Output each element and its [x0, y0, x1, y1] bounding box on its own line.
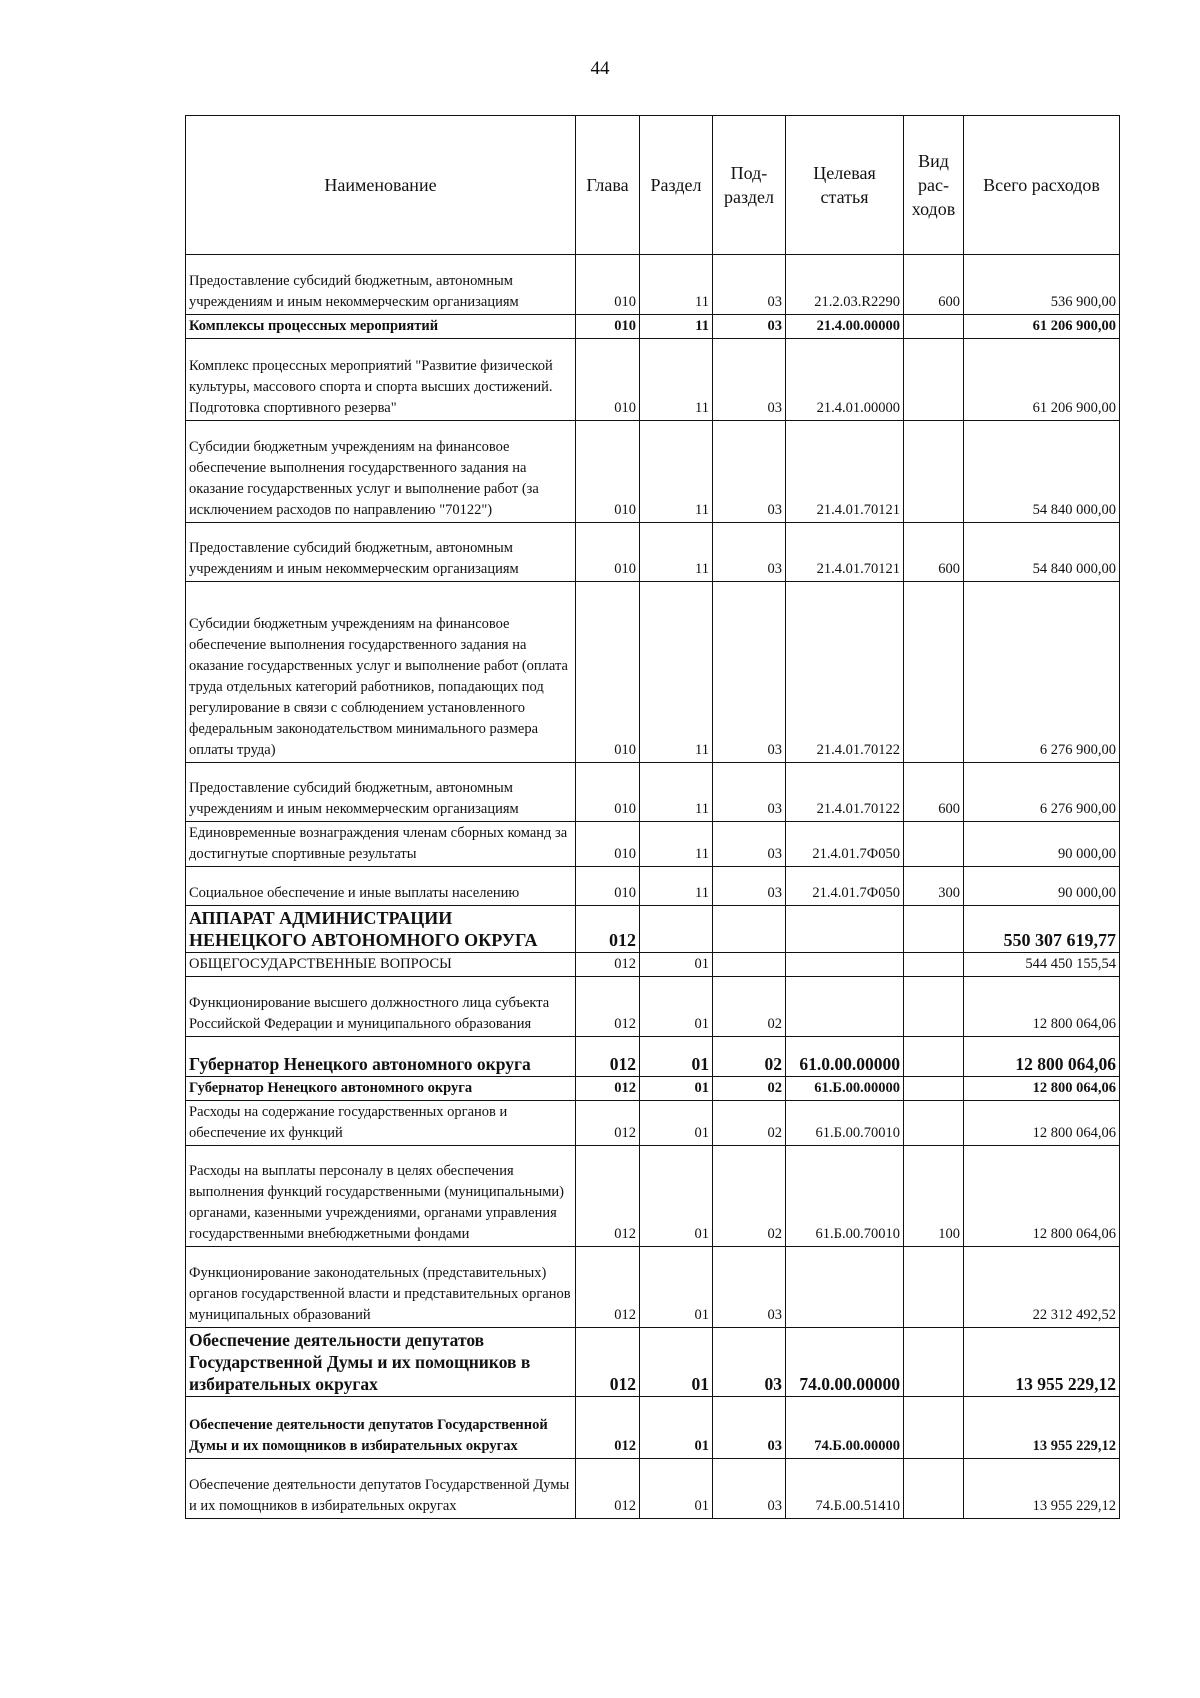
cell-statya: 74.Б.00.51410: [786, 1459, 904, 1519]
cell-vid: 100: [904, 1146, 964, 1247]
cell-name: Функционирование законодательных (представительных) органов государственной власти и представительных органов муниципальных образований: [186, 1247, 576, 1328]
cell-glava: 012: [576, 1328, 640, 1397]
cell-total: 6 276 900,00: [964, 763, 1120, 822]
table-row: [186, 339, 1120, 421]
table-row: [186, 1328, 1120, 1397]
cell-name: Субсидии бюджетным учреждениям на финансовое обеспечение выполнения государственного задания на оказание государственных услуг и выполнение работ (за исключением расходов по направлению "70122"): [186, 421, 576, 523]
cell-name: Обеспечение деятельности депутатов Государственной Думы и их помощников в избирательных округах: [186, 1328, 576, 1397]
table-row: [186, 1077, 1120, 1101]
cell-total: 13 955 229,12: [964, 1459, 1120, 1519]
cell-vid: 600: [904, 763, 964, 822]
cell-razdel: 01: [640, 1328, 713, 1397]
cell-vid: [904, 315, 964, 339]
cell-total: 12 800 064,06: [964, 1101, 1120, 1146]
cell-glava: 012: [576, 953, 640, 977]
header-razdel: Раздел: [640, 116, 713, 255]
cell-statya: 61.Б.00.00000: [786, 1077, 904, 1101]
cell-name: Обеспечение деятельности депутатов Государственной Думы и их помощников в избирательных округах: [186, 1397, 576, 1459]
cell-total: 12 800 064,06: [964, 977, 1120, 1037]
table-row: [186, 421, 1120, 523]
cell-statya: 61.Б.00.70010: [786, 1146, 904, 1247]
cell-razdel: 01: [640, 953, 713, 977]
table-row: [186, 1101, 1120, 1146]
cell-name: Обеспечение деятельности депутатов Государственной Думы и их помощников в избирательных округах: [186, 1459, 576, 1519]
cell-podrazdel: 03: [713, 421, 786, 523]
cell-total: 22 312 492,52: [964, 1247, 1120, 1328]
cell-statya: 21.2.03.R2290: [786, 255, 904, 315]
header-podrazdel: Под-раздел: [713, 116, 786, 255]
cell-razdel: [640, 906, 713, 953]
cell-podrazdel: 02: [713, 1146, 786, 1247]
cell-total: 61 206 900,00: [964, 315, 1120, 339]
cell-razdel: 11: [640, 523, 713, 582]
cell-podrazdel: 03: [713, 255, 786, 315]
cell-glava: 010: [576, 421, 640, 523]
cell-name: Предоставление субсидий бюджетным, автономным учреждениям и иным некоммерческим организациям: [186, 763, 576, 822]
cell-statya: 74.Б.00.00000: [786, 1397, 904, 1459]
cell-glava: 012: [576, 1077, 640, 1101]
table-row: [186, 1146, 1120, 1247]
cell-podrazdel: 03: [713, 763, 786, 822]
cell-glava: 012: [576, 977, 640, 1037]
header-vid: Вид рас-ходов: [904, 116, 964, 255]
cell-razdel: 11: [640, 315, 713, 339]
cell-statya: [786, 977, 904, 1037]
table-row: [186, 1459, 1120, 1519]
table-row: [186, 906, 1120, 953]
cell-total: 6 276 900,00: [964, 582, 1120, 763]
cell-vid: [904, 1077, 964, 1101]
cell-vid: [904, 906, 964, 953]
cell-glava: 012: [576, 1459, 640, 1519]
table-row: [186, 953, 1120, 977]
cell-statya: 21.4.01.70121: [786, 421, 904, 523]
cell-statya: 21.4.01.7Ф050: [786, 822, 904, 867]
table-row: [186, 1397, 1120, 1459]
cell-name: Расходы на выплаты персоналу в целях обеспечения выполнения функций государственными (муниципальными) органами, казенными учреждениями, органами управления государственными внебюджетными фондами: [186, 1146, 576, 1247]
cell-total: 90 000,00: [964, 867, 1120, 906]
cell-vid: [904, 1459, 964, 1519]
cell-name: Предоставление субсидий бюджетным, автономным учреждениям и иным некоммерческим организациям: [186, 255, 576, 315]
cell-podrazdel: 03: [713, 315, 786, 339]
cell-statya: 21.4.01.00000: [786, 339, 904, 421]
table-row: [186, 255, 1120, 315]
cell-razdel: 01: [640, 1037, 713, 1077]
cell-podrazdel: 03: [713, 523, 786, 582]
table-row: [186, 867, 1120, 906]
cell-podrazdel: 02: [713, 977, 786, 1037]
cell-podrazdel: [713, 953, 786, 977]
cell-total: 13 955 229,12: [964, 1328, 1120, 1397]
cell-total: 90 000,00: [964, 822, 1120, 867]
cell-podrazdel: 02: [713, 1101, 786, 1146]
cell-statya: 61.0.00.00000: [786, 1037, 904, 1077]
cell-podrazdel: 03: [713, 1397, 786, 1459]
cell-podrazdel: 03: [713, 867, 786, 906]
cell-statya: [786, 906, 904, 953]
cell-razdel: 01: [640, 1397, 713, 1459]
cell-statya: 21.4.01.70122: [786, 582, 904, 763]
cell-total: 61 206 900,00: [964, 339, 1120, 421]
header-total: Всего расходов: [964, 116, 1120, 255]
cell-name: Субсидии бюджетным учреждениям на финансовое обеспечение выполнения государственного задания на оказание государственных услуг и выполнение работ (оплата труда отдельных категорий работников, попадающих под регулирование в связи с соблюдением установленного федеральным законодательством минимального размера оплаты труда): [186, 582, 576, 763]
cell-glava: 010: [576, 822, 640, 867]
cell-name: Комплекс процессных мероприятий "Развитие физической культуры, массового спорта и спорта высших достижений. Подготовка спортивного резерва": [186, 339, 576, 421]
cell-total: 536 900,00: [964, 255, 1120, 315]
cell-podrazdel: 03: [713, 582, 786, 763]
table-row: [186, 315, 1120, 339]
cell-podrazdel: 03: [713, 1247, 786, 1328]
cell-total: 12 800 064,06: [964, 1077, 1120, 1101]
cell-total: 550 307 619,77: [964, 906, 1120, 953]
cell-statya: 21.4.01.70121: [786, 523, 904, 582]
cell-razdel: 11: [640, 867, 713, 906]
cell-razdel: 01: [640, 1101, 713, 1146]
cell-razdel: 01: [640, 1459, 713, 1519]
cell-statya: [786, 953, 904, 977]
cell-total: 13 955 229,12: [964, 1397, 1120, 1459]
cell-glava: 010: [576, 255, 640, 315]
cell-razdel: 01: [640, 1146, 713, 1247]
cell-podrazdel: 03: [713, 1328, 786, 1397]
cell-razdel: 11: [640, 339, 713, 421]
cell-total: 54 840 000,00: [964, 523, 1120, 582]
cell-name: Функционирование высшего должностного лица субъекта Российской Федерации и муниципального образования: [186, 977, 576, 1037]
cell-name: Единовременные вознаграждения членам сборных команд за достигнутые спортивные результаты: [186, 822, 576, 867]
cell-vid: [904, 1101, 964, 1146]
cell-vid: 600: [904, 255, 964, 315]
cell-vid: [904, 977, 964, 1037]
cell-vid: [904, 1247, 964, 1328]
cell-glava: 010: [576, 582, 640, 763]
cell-razdel: 01: [640, 1247, 713, 1328]
cell-statya: [786, 1247, 904, 1328]
cell-statya: 74.0.00.00000: [786, 1328, 904, 1397]
cell-name: Комплексы процессных мероприятий: [186, 315, 576, 339]
cell-glava: 012: [576, 1146, 640, 1247]
table-row: [186, 1037, 1120, 1077]
cell-total: 12 800 064,06: [964, 1037, 1120, 1077]
cell-name: Социальное обеспечение и иные выплаты населению: [186, 867, 576, 906]
header-glava: Глава: [576, 116, 640, 255]
cell-vid: 300: [904, 867, 964, 906]
cell-podrazdel: [713, 906, 786, 953]
cell-name: Предоставление субсидий бюджетным, автономным учреждениям и иным некоммерческим организациям: [186, 523, 576, 582]
cell-glava: 010: [576, 315, 640, 339]
table-row: [186, 763, 1120, 822]
cell-vid: [904, 822, 964, 867]
cell-vid: [904, 421, 964, 523]
cell-name: Губернатор Ненецкого автономного округа: [186, 1077, 576, 1101]
cell-podrazdel: 02: [713, 1037, 786, 1077]
cell-glava: 012: [576, 1247, 640, 1328]
header-name: Наименование: [186, 116, 576, 255]
cell-glava: 010: [576, 523, 640, 582]
cell-vid: [904, 1328, 964, 1397]
cell-razdel: 11: [640, 763, 713, 822]
cell-glava: 012: [576, 1397, 640, 1459]
cell-statya: 61.Б.00.70010: [786, 1101, 904, 1146]
table-header-row: [186, 116, 1120, 255]
table-row: [186, 523, 1120, 582]
cell-razdel: 11: [640, 255, 713, 315]
cell-total: 12 800 064,06: [964, 1146, 1120, 1247]
cell-name: ОБЩЕГОСУДАРСТВЕННЫЕ ВОПРОСЫ: [186, 953, 576, 977]
cell-statya: 21.4.01.7Ф050: [786, 867, 904, 906]
table-row: [186, 822, 1120, 867]
cell-razdel: 11: [640, 582, 713, 763]
cell-razdel: 01: [640, 1077, 713, 1101]
expenditure-table: [185, 115, 1120, 1519]
cell-vid: [904, 582, 964, 763]
cell-name: Расходы на содержание государственных органов и обеспечение их функций: [186, 1101, 576, 1146]
table-row: [186, 582, 1120, 763]
cell-total: 544 450 155,54: [964, 953, 1120, 977]
cell-vid: [904, 1037, 964, 1077]
header-statya: Целевая статья: [786, 116, 904, 255]
cell-podrazdel: 03: [713, 1459, 786, 1519]
cell-name: Губернатор Ненецкого автономного округа: [186, 1037, 576, 1077]
cell-razdel: 11: [640, 822, 713, 867]
cell-glava: 010: [576, 339, 640, 421]
cell-statya: 21.4.01.70122: [786, 763, 904, 822]
cell-glava: 010: [576, 867, 640, 906]
cell-razdel: 11: [640, 421, 713, 523]
cell-glava: 012: [576, 906, 640, 953]
cell-vid: [904, 953, 964, 977]
cell-vid: 600: [904, 523, 964, 582]
cell-glava: 010: [576, 763, 640, 822]
page-number: 44: [590, 58, 610, 79]
cell-vid: [904, 339, 964, 421]
cell-podrazdel: 03: [713, 339, 786, 421]
cell-statya: 21.4.00.00000: [786, 315, 904, 339]
cell-glava: 012: [576, 1037, 640, 1077]
cell-podrazdel: 03: [713, 822, 786, 867]
cell-glava: 012: [576, 1101, 640, 1146]
table-row: [186, 1247, 1120, 1328]
cell-razdel: 01: [640, 977, 713, 1037]
cell-name: АППАРАТ АДМИНИСТРАЦИИ НЕНЕЦКОГО АВТОНОМНОГО ОКРУГА: [186, 906, 576, 953]
cell-vid: [904, 1397, 964, 1459]
table-row: [186, 977, 1120, 1037]
cell-podrazdel: 02: [713, 1077, 786, 1101]
cell-total: 54 840 000,00: [964, 421, 1120, 523]
